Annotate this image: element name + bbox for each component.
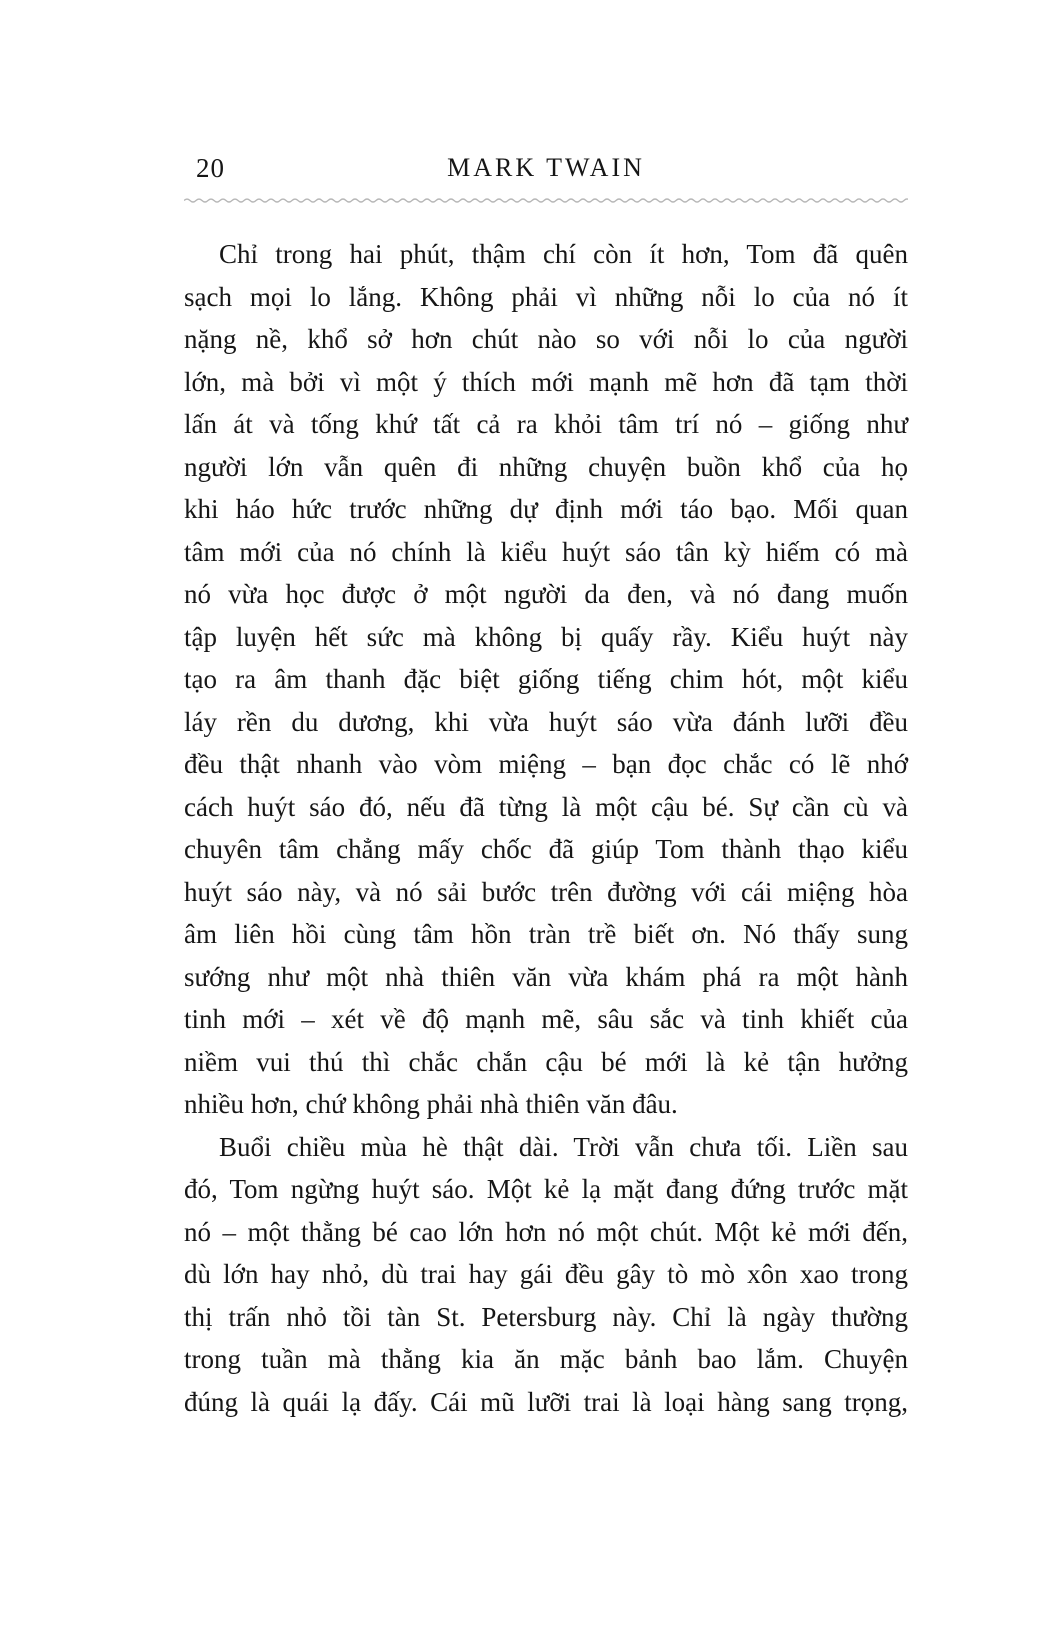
page-number: 20 (196, 153, 225, 183)
text-line: đúng là quái lạ đấy. Cái mũ lưỡi trai là loại hàng sang trọng, (184, 1386, 908, 1417)
text-line: dù lớn hay nhỏ, dù trai hay gái đều gây tò mò xôn xao trong (184, 1259, 908, 1289)
text-line: láy rền du dương, khi vừa huýt sáo vừa đánh lưỡi đều (184, 706, 908, 737)
page-body (184, 233, 908, 1423)
header-divider-rule (184, 197, 908, 204)
text-line: đều thật nhanh vào vòm miệng – bạn đọc chắc có lẽ nhớ (184, 749, 908, 779)
page-header (184, 153, 908, 187)
text-line: tâm mới của nó chính là kiểu huýt sáo tân kỳ hiếm có mà (184, 536, 908, 567)
text-line: Chỉ trong hai phút, thậm chí còn ít hơn, Tom đã quên (219, 239, 908, 269)
text-line: tập luyện hết sức mà không bị quấy rầy. Kiểu huýt này (184, 621, 908, 652)
text-line: lấn át và tống khứ tất cả ra khỏi tâm trí nó – giống như (184, 409, 908, 439)
text-line: lớn, mà bởi vì một ý thích mới mạnh mẽ hơn đã tạm thời (184, 366, 908, 397)
text-line: thị trấn nhỏ tồi tàn St. Petersburg này. Chỉ là ngày thường (184, 1301, 908, 1332)
text-line: sạch mọi lo lắng. Không phải vì những nỗi lo của nó ít (184, 281, 908, 312)
text-line: nó vừa học được ở một người da đen, và nó đang muốn (184, 579, 908, 609)
text-line: chuyên tâm chẳng mấy chốc đã giúp Tom thành thạo kiểu (184, 834, 908, 864)
text-line: người lớn vẫn quên đi những chuyện buồn khổ của họ (184, 451, 908, 482)
text-line: đó, Tom ngừng huýt sáo. Một kẻ lạ mặt đang đứng trước mặt (184, 1174, 908, 1204)
text-line: âm liên hồi cùng tâm hồn tràn trề biết ơn. Nó thấy sung (184, 919, 908, 949)
text-line: nó – một thằng bé cao lớn hơn nó một chút. Một kẻ mới đến, (184, 1216, 908, 1247)
text-line: sướng như một nhà thiên văn vừa khám phá ra một hành (184, 961, 908, 992)
text-line: cách huýt sáo đó, nếu đã từng là một cậu bé. Sự cần cù và (184, 791, 908, 822)
text-line: huýt sáo này, và nó sải bước trên đường với cái miệng hòa (184, 876, 908, 907)
running-header-title: MARK TWAIN (447, 153, 645, 182)
text-line: Buổi chiều mùa hè thật dài. Trời vẫn chưa tối. Liền sau (219, 1131, 908, 1162)
text-line: nặng nề, khổ sở hơn chút nào so với nỗi lo của người (184, 324, 908, 354)
text-line: trong tuần mà thằng kia ăn mặc bảnh bao lắm. Chuyện (184, 1344, 908, 1374)
text-line: tinh mới – xét về độ mạnh mẽ, sâu sắc và tinh khiết của (184, 1004, 908, 1034)
text-line: niềm vui thú thì chắc chắn cậu bé mới là kẻ tận hưởng (184, 1046, 908, 1077)
paragraph (184, 1126, 908, 1424)
paragraph (184, 233, 908, 1126)
text-line: nhiều hơn, chứ không phải nhà thiên văn đâu. (184, 1089, 678, 1119)
text-line: khi háo hức trước những dự định mới táo bạo. Mối quan (184, 494, 908, 524)
text-line: tạo ra âm thanh đặc biệt giống tiếng chim hót, một kiểu (184, 664, 908, 694)
